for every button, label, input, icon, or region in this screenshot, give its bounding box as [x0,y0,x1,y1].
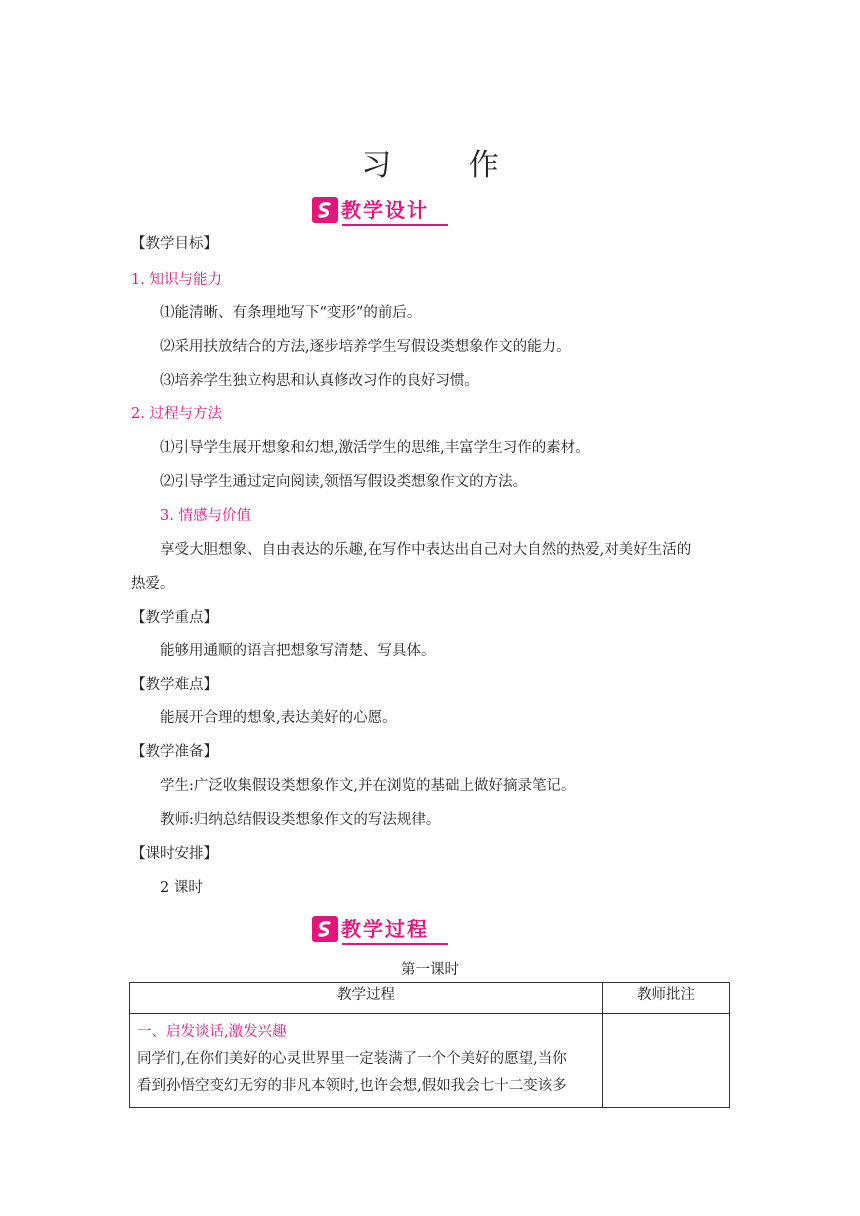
body-text-line: 看到孙悟空变幻无穷的非凡本领时,也许会想,假如我会七十二变该多 [137,1078,567,1094]
section-logo-icon [312,197,338,223]
goal-1-item-3: ⑶培养学生独立构思和认真修改习作的良好习惯。 [160,373,479,389]
page-title: 习 作 [361,148,533,183]
schedule-heading: 【课时安排】 [131,846,218,862]
section-title: 一、启发谈话,激发兴趣 [137,1024,287,1040]
banner-underline [342,943,448,945]
column-header-process: 教学过程 [130,983,603,1014]
goal-2-item-1: ⑴引导学生展开想象和幻想,激活学生的思维,丰富学生习作的素材。 [160,440,590,456]
banner-underline [342,224,448,226]
goal-3-heading: 3. 情感与价值 [160,508,251,524]
goal-2-item-2: ⑵引导学生通过定向阅读,领悟写假设类想象作文的方法。 [160,474,528,490]
goal-3-text: 享受大胆想象、自由表达的乐趣,在写作中表达出自己对大自然的热爱,对美好生活的 [160,542,692,558]
banner-label: 教学过程 [341,917,429,941]
goal-3-text-cont: 热爱。 [131,576,175,592]
key-points-text: 能够用通顺的语言把想象写清楚、写具体。 [160,643,436,659]
lesson-process-table [129,982,730,1108]
notes-cell [603,1014,730,1108]
process-cell [130,1014,603,1108]
table-header-row [130,983,730,1014]
banner-label: 教学设计 [341,198,429,222]
column-header-notes: 教师批注 [603,983,730,1014]
difficulties-text: 能展开合理的想象,表达美好的心愿。 [160,710,397,726]
banner-teaching-process [312,912,448,942]
preparation-teacher: 教师:归纳总结假设类想象作文的写法规律。 [160,812,441,828]
preparation-students: 学生:广泛收集假设类想象作文,并在浏览的基础上做好摘录笔记。 [160,778,576,794]
preparation-heading: 【教学准备】 [131,744,218,760]
table-caption: 第一课时 [401,962,459,978]
goal-2-heading: 2. 过程与方法 [131,406,222,422]
banner-teaching-design [312,193,448,223]
body-text-line: 同学们,在你们美好的心灵世界里一定装满了一个个美好的愿望,当你 [137,1051,567,1067]
goal-1-item-2: ⑵采用扶放结合的方法,逐步培养学生写假设类想象作文的能力。 [160,339,571,355]
goal-1-item-1: ⑴能清晰、有条理地写下“变形”的前后。 [160,305,422,321]
table-row [130,1014,730,1108]
goal-1-heading: 1. 知识与能力 [131,272,222,288]
section-logo-icon [312,916,338,942]
difficulties-heading: 【教学难点】 [131,677,218,693]
schedule-text: 2 课时 [160,880,203,896]
key-points-heading: 【教学重点】 [131,610,218,626]
goals-heading: 【教学目标】 [131,236,218,252]
